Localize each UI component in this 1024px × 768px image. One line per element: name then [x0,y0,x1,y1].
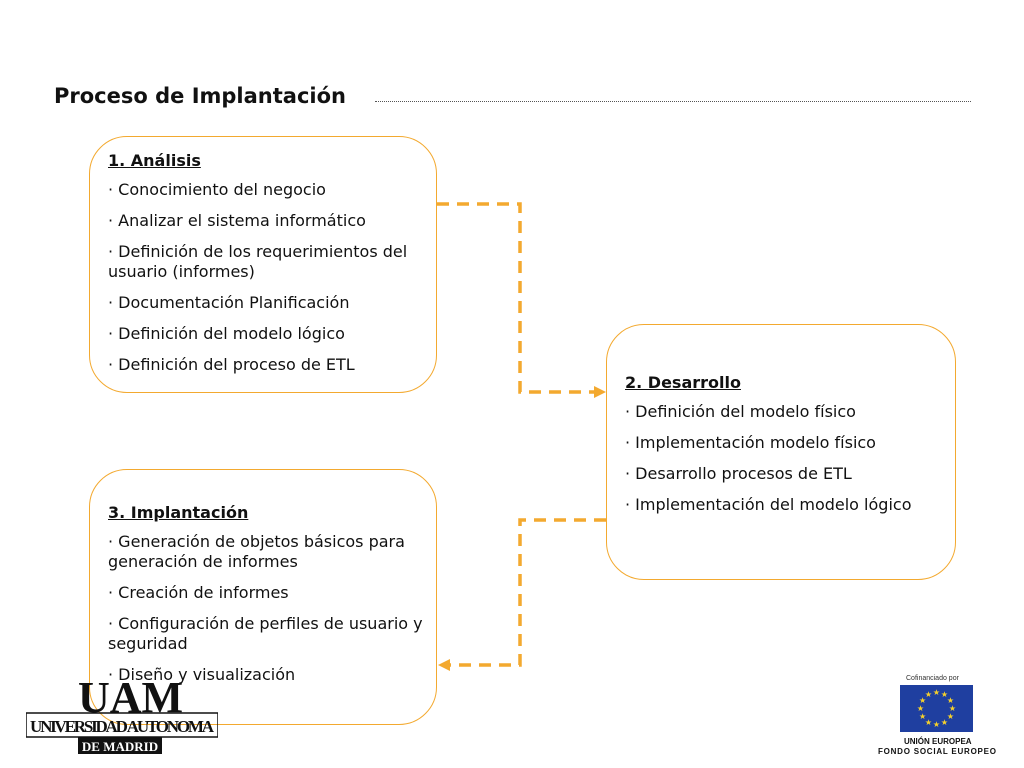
list-item: · Generación de objetos básicos para generación de informes [108,532,405,571]
eu-star-icon: ★ [932,720,941,729]
eu-star-icon: ★ [948,704,957,713]
list-item: · Creación de informes [108,583,289,602]
eu-star-icon: ★ [932,688,941,697]
eu-star-icon: ★ [946,712,954,721]
arrow-analysis-to-development [437,204,598,392]
analysis-box [89,136,437,393]
eu-star-icon: ★ [940,717,949,727]
implantation-list [108,532,430,685]
eu-logo-caption: Cofinanciado por [906,675,959,682]
eu-logo-line1: UNIÓN EUROPEA [904,737,972,746]
list-item: · Definición del modelo físico [625,402,856,421]
eu-logo [876,672,1000,758]
eu-star-icon: ★ [916,704,925,713]
list-item: · Configuración de perfiles de usuario y seguridad [108,614,423,653]
list-item: · Definición del proceso de ETL [108,355,355,374]
list-item: · Definición del modelo lógico [108,324,345,343]
list-item: · Conocimiento del negocio [108,180,326,199]
uam-logo [26,672,218,756]
arrowhead-development [594,386,606,398]
arrowhead-implantation [438,659,450,671]
eu-star-icon: ★ [924,690,933,700]
list-item: · Desarrollo procesos de ETL [625,464,852,483]
page-title: Proceso de Implantación [54,84,346,108]
list-item: · Documentación Planificación [108,293,350,312]
analysis-heading: 1. Análisis [108,151,201,170]
analysis-list [108,180,430,375]
eu-star-icon: ★ [919,696,927,705]
uam-logo-line2: DE MADRID [81,739,159,754]
list-item: · Implementación del modelo lógico [625,495,912,514]
development-heading: 2. Desarrollo [625,373,741,392]
arrow-development-to-implantation [447,520,606,665]
eu-star-icon: ★ [940,690,949,700]
development-list [625,402,949,515]
eu-star-icon: ★ [924,717,933,727]
list-item: · Analizar el sistema informático [108,211,366,230]
list-item: · Implementación modelo físico [625,433,876,452]
uam-logo-mark: UAM [78,673,184,722]
list-item: · Diseño y visualización [108,665,296,684]
implantation-heading: 3. Implantación [108,503,249,522]
development-box [606,324,956,580]
uam-logo-line1: UNIVERSIDAD AUTONOMA [30,717,214,736]
eu-star-icon: ★ [946,696,954,705]
eu-star-icon: ★ [919,712,927,721]
eu-logo-line2: FONDO SOCIAL EUROPEO [878,747,996,756]
list-item: · Definición de los requerimientos del usuario (informes) [108,242,408,281]
